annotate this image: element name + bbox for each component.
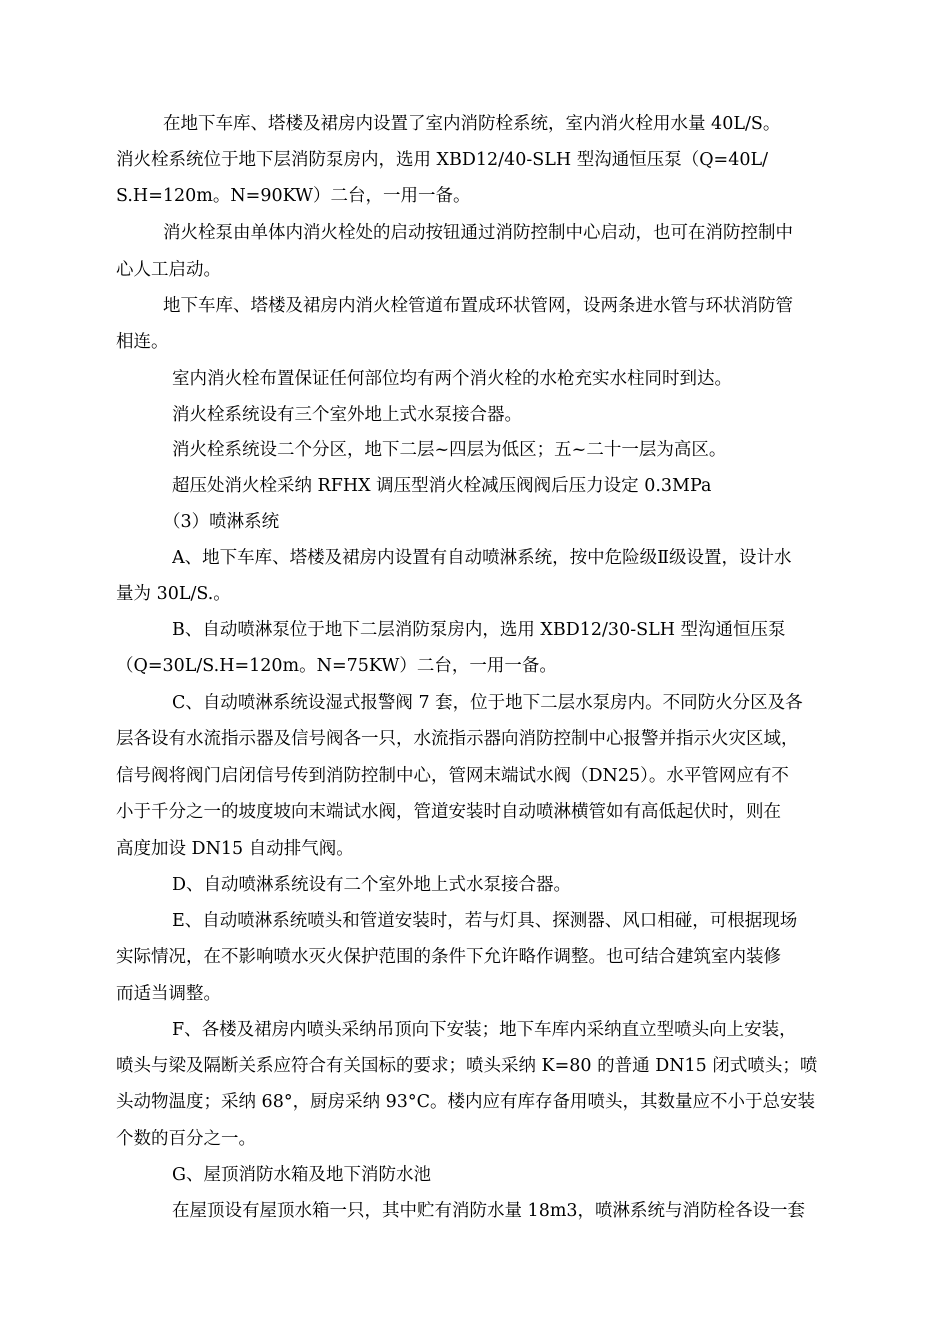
paragraph-line: 超压处消火栓采纳 RFHX 调压型消火栓减压阀阀后压力设定 0.3MPa <box>172 476 712 496</box>
paragraph-line: 在屋顶设有屋顶水箱一只，其中贮有消防水量 18m3，喷淋系统与消防栓各设一套 <box>172 1201 806 1221</box>
paragraph-line: 地下车库、塔楼及裙房内消火栓管道布置成环状管网，设两条进水管与环状消防管 <box>163 296 793 316</box>
paragraph-line: 相连。 <box>116 332 169 352</box>
paragraph-line: F、各楼及裙房内喷头采纳吊顶向下安装；地下车库内采纳直立型喷头向上安装， <box>172 1020 797 1040</box>
paragraph-line: 消火栓系统设二个分区，地下二层~四层为低区；五~二十一层为高区。 <box>172 440 727 460</box>
paragraph-line: 头动物温度；采纳 68°，厨房采纳 93°C。楼内应有库存备用喷头，其数量应不小于总安装 <box>116 1092 816 1112</box>
section-heading: G、屋顶消防水箱及地下消防水池 <box>172 1165 431 1185</box>
paragraph-line: D、自动喷淋系统设有二个室外地上式水泵接合器。 <box>172 875 572 895</box>
paragraph-line: C、自动喷淋系统设湿式报警阀 7 套，位于地下二层水泵房内。不同防火分区及各 <box>172 693 803 713</box>
paragraph-line: 消火栓系统位于地下层消防泵房内，选用 XBD12/40-SLH 型沟通恒压泵（Q=40L/ <box>116 150 768 170</box>
paragraph-line: 高度加设 DN15 自动排气阀。 <box>116 839 354 859</box>
paragraph-line: 个数的百分之一。 <box>116 1129 256 1149</box>
paragraph-line: （Q=30L/S.H=120m。N=75KW）二台，一用一备。 <box>116 656 557 676</box>
paragraph-line: 室内消火栓布置保证任何部位均有两个消火栓的水枪充实水柱同时到达。 <box>172 369 732 389</box>
paragraph-line: 消火栓泵由单体内消火栓处的启动按钮通过消防控制中心启动，也可在消防控制中 <box>163 223 793 243</box>
paragraph-line: 喷头与梁及隔断关系应符合有关国标的要求；喷头采纳 K=80 的普通 DN15 闭式喷头；喷 <box>116 1056 818 1076</box>
paragraph-line: 实际情况，在不影响喷水灭火保护范围的条件下允许略作调整。也可结合建筑室内装修 <box>116 947 781 967</box>
paragraph-line: 信号阀将阀门启闭信号传到消防控制中心，管网末端试水阀（DN25）。水平管网应有不 <box>116 766 789 786</box>
paragraph-line: S.H=120m。N=90KW）二台，一用一备。 <box>116 186 471 206</box>
paragraph-line: 而适当调整。 <box>116 984 221 1004</box>
paragraph-line: E、自动喷淋系统喷头和管道安装时，若与灯具、探测器、风口相碰，可根据现场 <box>172 911 798 931</box>
paragraph-line: 消火栓系统设有三个室外地上式水泵接合器。 <box>172 405 522 425</box>
paragraph-line: 层各设有水流指示器及信号阀各一只，水流指示器向消防控制中心报警并指示火灾区域， <box>116 729 799 749</box>
paragraph-line: 在地下车库、塔楼及裙房内设置了室内消防栓系统，室内消火栓用水量 40L/S。 <box>163 114 781 134</box>
paragraph-line: 小于千分之一的坡度坡向末端试水阀，管道安装时自动喷淋横管如有高低起伏时，则在 <box>116 802 781 822</box>
paragraph-line: 量为 30L/S.。 <box>116 584 231 604</box>
paragraph-line: A、地下车库、塔楼及裙房内设置有自动喷淋系统，按中危险级Ⅱ级设置，设计水 <box>172 548 792 568</box>
paragraph-line: B、自动喷淋泵位于地下二层消防泵房内，选用 XBD12/30-SLH 型沟通恒压泵 <box>172 620 786 640</box>
section-heading: （3）喷淋系统 <box>163 512 280 532</box>
paragraph-line: 心人工启动。 <box>116 260 221 280</box>
